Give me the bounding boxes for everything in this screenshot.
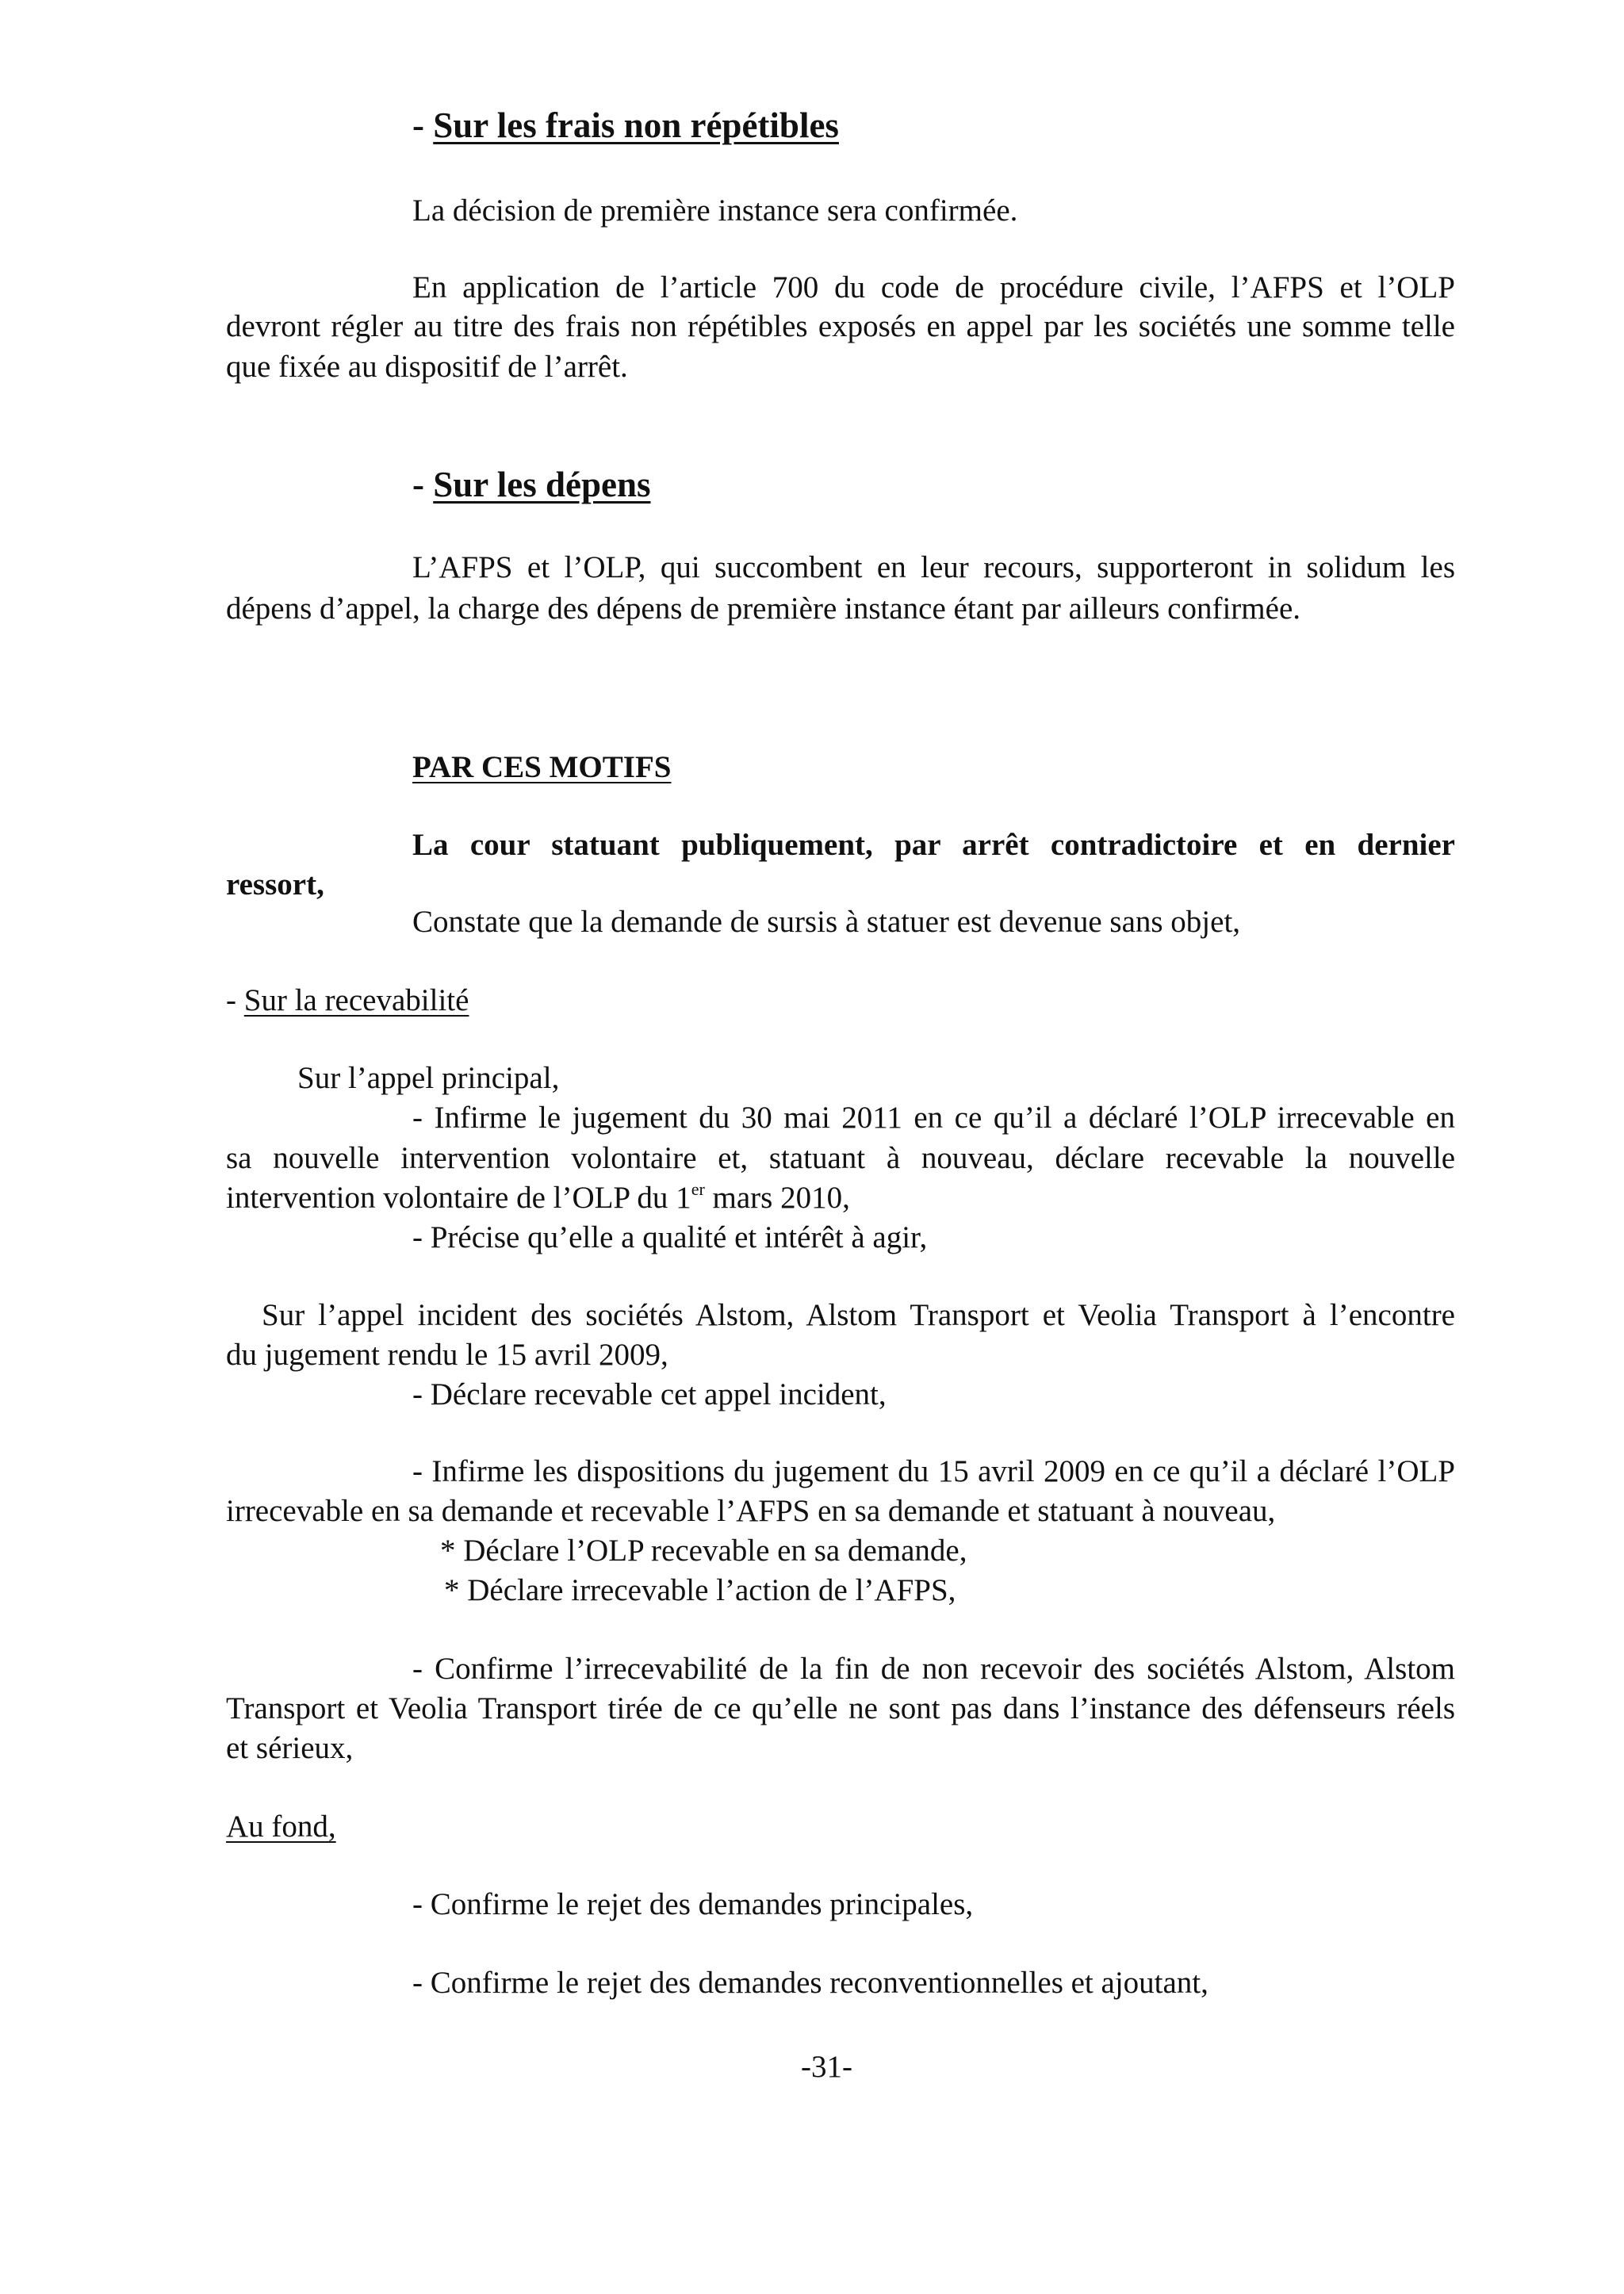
heading-depens: - Sur les dépens <box>412 465 651 504</box>
paragraph-appel-principal: Sur l’appel principal, <box>297 1061 560 1095</box>
paragraph-article-700-line2: devront régler au titre des frais non répétibles exposés en appel par les sociétés une somme telle <box>226 309 1455 343</box>
list-item-olp-recevable: * Déclare l’OLP recevable en sa demande, <box>440 1534 967 1568</box>
paragraph-cour-statuant-line1: La cour statuant publiquement, par arrêt contradictoire et en dernier <box>412 828 1455 862</box>
paragraph-confirme-irrecevabilite-line3: et sérieux, <box>226 1731 354 1765</box>
heading-par-ces-motifs: PAR CES MOTIFS <box>412 750 672 784</box>
heading-frais-non-repetibles: - Sur les frais non répétibles <box>412 105 839 145</box>
paragraph-precise-qualite: - Précise qu’elle a qualité et intérêt à agir, <box>412 1220 928 1254</box>
paragraph-confirme-irrecevabilite-line1: - Confirme l’irrecevabilité de la fin de non recevoir des sociétés Alstom, Alstom <box>412 1652 1455 1686</box>
page-number: -31- <box>801 2050 852 2084</box>
paragraph-depens-line1: L’AFPS et l’OLP, qui succombent en leur recours, supporteront in solidum les <box>412 550 1455 584</box>
paragraph-article-700-line1: En application de l’article 700 du code de procédure civile, l’AFPS et l’OLP <box>412 270 1455 304</box>
paragraph-appel-incident-line1: Sur l’appel incident des sociétés Alstom, Alstom Transport et Veolia Transport à l’encontre <box>262 1298 1455 1332</box>
paragraph-infirme-line3: intervention volontaire de l’OLP du 1er mars 2010, <box>226 1179 850 1215</box>
paragraph-infirme-line2: sa nouvelle intervention volontaire et, statuant à nouveau, déclare recevable la nouvelle <box>226 1141 1455 1175</box>
paragraph-rejet-reconventionnelles: - Confirme le rejet des demandes reconventionnelles et ajoutant, <box>412 1966 1208 2000</box>
paragraph-rejet-principales: - Confirme le rejet des demandes principales, <box>412 1887 974 1921</box>
paragraph-cour-statuant-line2: ressort, <box>226 867 324 902</box>
paragraph-infirme-dispositions-line1: - Infirme les dispositions du jugement du 15 avril 2009 en ce qu’il a déclaré l’OLP <box>412 1454 1455 1488</box>
heading-frais-title: Sur les frais non répétibles <box>433 105 839 145</box>
paragraph-decision-confirmee: La décision de première instance sera confirmée. <box>412 193 1018 228</box>
heading-au-fond: Au fond, <box>226 1810 336 1844</box>
paragraph-infirme-line1: - Infirme le jugement du 30 mai 2011 en ce qu’il a déclaré l’OLP irrecevable en <box>412 1101 1455 1135</box>
paragraph-depens-line2: dépens d’appel, la charge des dépens de première instance étant par ailleurs confirmée. <box>226 592 1301 626</box>
heading-depens-title: Sur les dépens <box>433 465 651 504</box>
paragraph-appel-incident-line2: du jugement rendu le 15 avril 2009, <box>226 1338 668 1372</box>
paragraph-confirme-irrecevabilite-line2: Transport et Veolia Transport tirée de ce qu’elle ne sont pas dans l’instance des défenseurs réels <box>226 1691 1455 1725</box>
paragraph-article-700-line3: que fixée au dispositif de l’arrêt. <box>226 350 628 384</box>
paragraph-infirme-dispositions-line2: irrecevable en sa demande et recevable l’AFPS en sa demande et statuant à nouveau, <box>226 1494 1276 1528</box>
heading-recevabilite: - Sur la recevabilité <box>226 983 469 1017</box>
paragraph-constate-sursis: Constate que la demande de sursis à statuer est devenue sans objet, <box>412 905 1241 939</box>
paragraph-declare-recevable-incident: - Déclare recevable cet appel incident, <box>412 1377 887 1411</box>
list-item-afps-irrecevable: * Déclare irrecevable l’action de l’AFPS, <box>444 1573 956 1607</box>
